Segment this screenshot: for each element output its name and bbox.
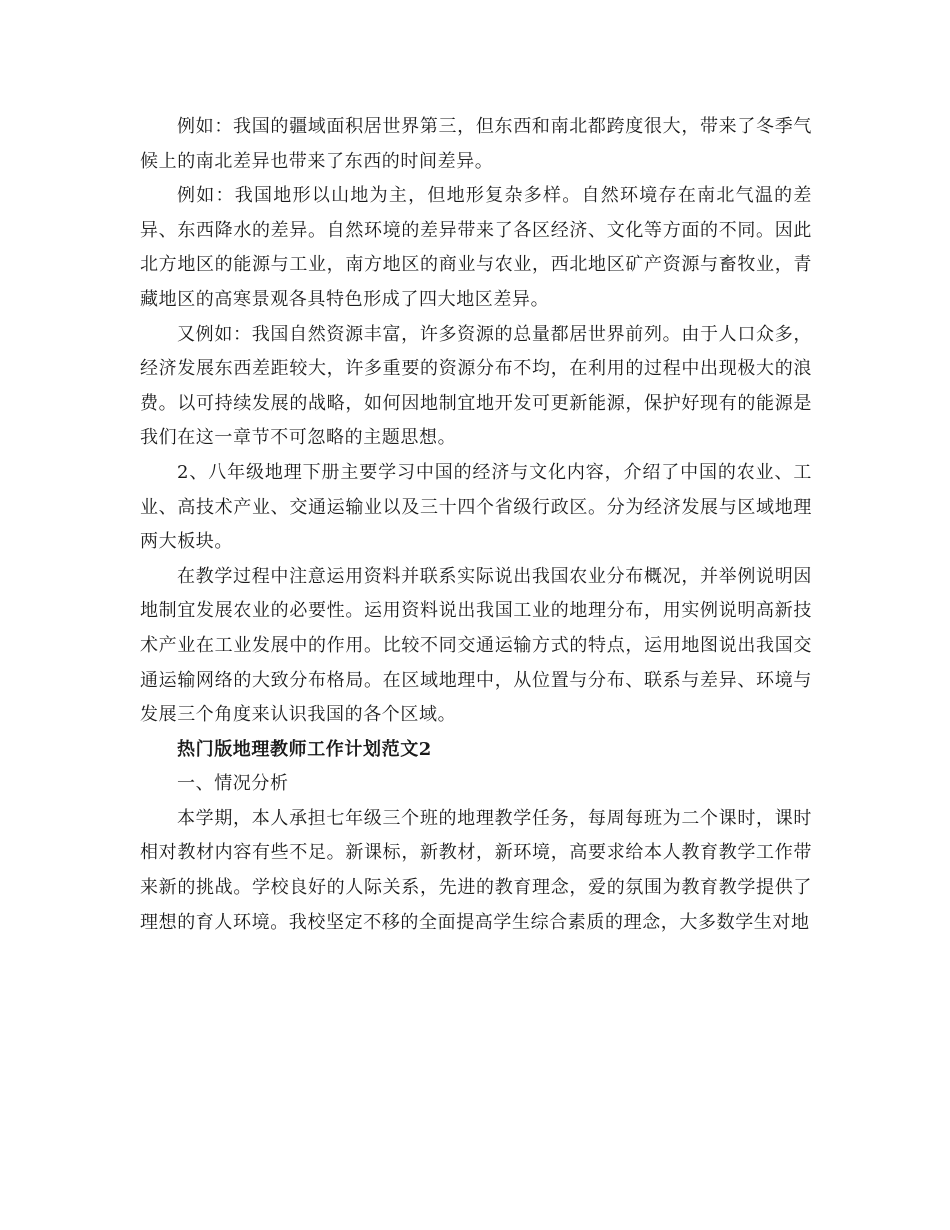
document-body (140, 110, 812, 940)
paragraph-4: 2、八年级地理下册主要学习中国的经济与文化内容，介绍了中国的农业、工业、高技术产业、交通运输业以及三十四个省级行政区。分为经济发展与区域地理两大板块。 (140, 461, 812, 553)
paragraph-3: 又例如：我国自然资源丰富，许多资源的总量都居世界前列。由于人口众多，经济发展东西差距较大，许多重要的资源分布不均，在利用的过程中出现极大的浪费。以可持续发展的战略，如何因地制宜地开发可更新能源，保护好现有的能源是我们在这一章节不可忽略的主题思想。 (140, 323, 812, 449)
paragraph-1: 例如：我国的疆域面积居世界第三，但东西和南北都跨度很大，带来了冬季气候上的南北差异也带来了东西的时间差异。 (140, 116, 812, 172)
paragraph-5: 在教学过程中注意运用资料并联系实际说出我国农业分布概况，并举例说明因地制宜发展农业的必要性。运用资料说出我国工业的地理分布，用实例说明高新技术产业在工业发展中的作用。比较不同交通运输方式的特点，运用地图说出我国交通运输网络的大致分布格局。在区域地理中，从位置与分布、联系与差异、环境与发展三个角度来认识我国的各个区域。 (140, 565, 812, 726)
paragraph-2: 例如：我国地形以山地为主，但地形复杂多样。自然环境存在南北气温的差异、东西降水的差异。自然环境的差异带来了各区经济、文化等方面的不同。因此北方地区的能源与工业，南方地区的商业与农业，西北地区矿产资源与畜牧业，青藏地区的高寒景观各具特色形成了四大地区差异。 (140, 185, 812, 310)
subsection-heading: 一、情况分析 (177, 773, 289, 795)
paragraph-6: 本学期，本人承担七年级三个班的地理教学任务，每周每班为二个课时，课时相对教材内容有些不足。新课标，新教材，新环境，高要求给本人教育教学工作带来新的挑战。学校良好的人际关系，先进的教育理念，爱的氛围为教育教学提供了理想的育人环境。我校坚定不移的全面提高学生综合素质的理念，大多数学生对地 (140, 807, 812, 933)
section-heading: 热门版地理教师工作计划范文2 (177, 738, 432, 760)
